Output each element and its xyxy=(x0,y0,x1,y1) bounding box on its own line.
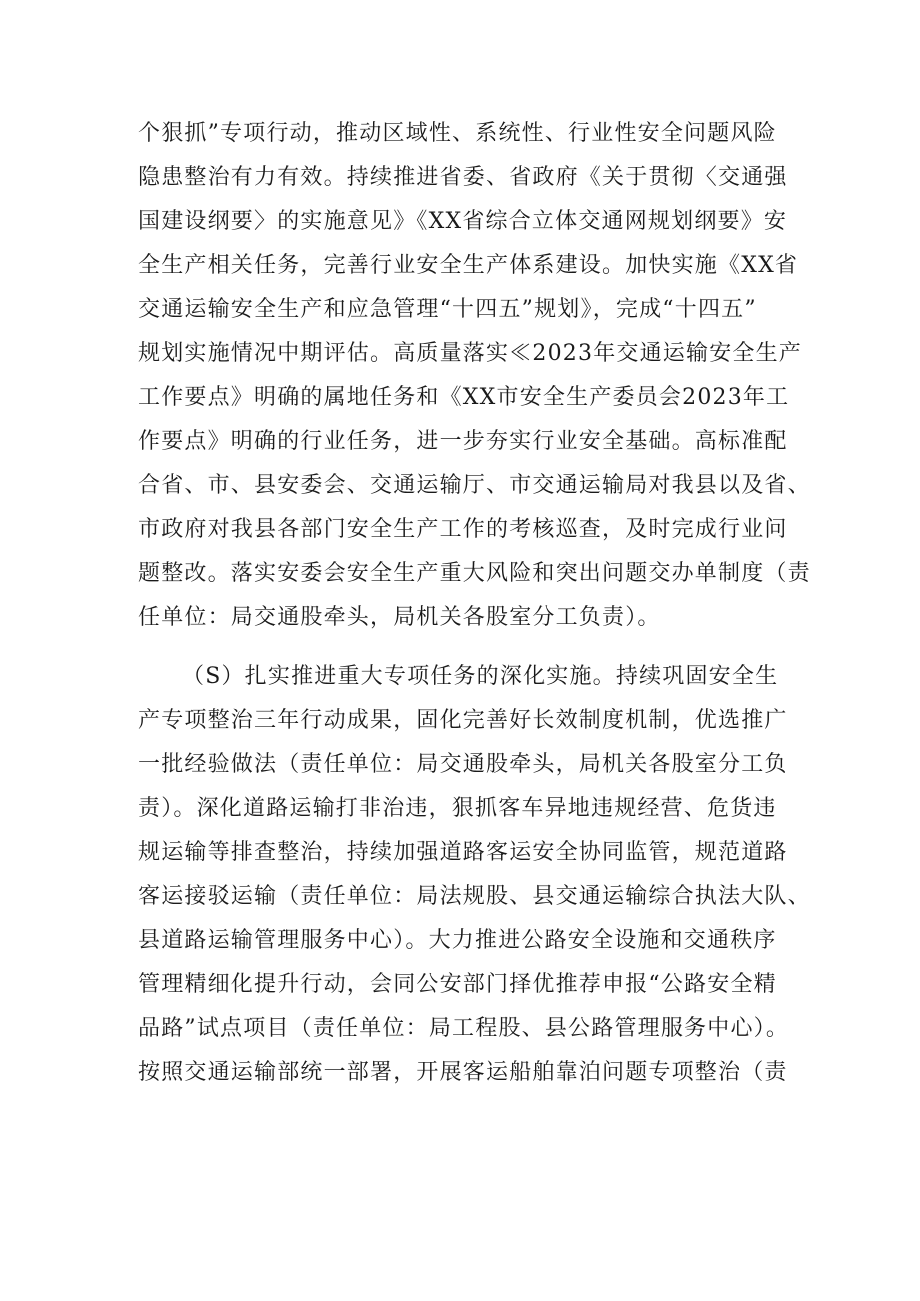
text-line: 题整改。落实安委会安全生产重大风险和突出问题交办单制度（责 xyxy=(138,561,811,586)
text-line: 全生产相关任务，完善行业安全生产体系建设。加快实施《XX省 xyxy=(138,253,799,278)
text-line: 按照交通运输部统一部署，开展客运船舶靠泊问题专项整治（责 xyxy=(138,1060,788,1085)
text-line: 任单位：局交通股牵头，局机关各股室分工负责）。 xyxy=(138,605,661,630)
text-line: 个狠抓”专项行动，推动区域性、系统性、行业性安全问题风险 xyxy=(138,121,777,146)
text-line: 合省、市、县安委会、交通运输厅、市交通运输局对我县以及省、 xyxy=(138,473,811,498)
text-line: 品路”试点项目（责任单位：局工程股、县公路管理服务中心）。 xyxy=(138,1016,790,1041)
text-line: 客运接驳运输（责任单位：局法规股、县交通运输综合执法大队、 xyxy=(138,884,811,909)
text-line: 产专项整治三年行动成果，固化完善好长效制度机制，优选推广 xyxy=(138,708,788,733)
text-line: （S）扎实推进重大专项任务的深化实施。持续巩固安全生 xyxy=(182,664,779,689)
text-line: 交通运输安全生产和应急管理“十四五”规划》，完成“十四五” xyxy=(138,297,757,322)
text-line: 管理精细化提升行动，会同公安部门择优推荐申报“公路安全精 xyxy=(138,972,777,997)
text-line: 市政府对我县各部门安全生产工作的考核巡查，及时完成行业问 xyxy=(138,517,788,542)
text-line: 国建设纲要〉的实施意见》《XX省综合立体交通网规划纲要》安 xyxy=(138,209,788,234)
text-line: 县道路运输管理服务中心）。大力推进公路安全设施和交通秩序 xyxy=(138,928,777,953)
text-line: 规运输等排查整治，持续加强道路客运安全协同监管，规范道路 xyxy=(138,840,788,865)
text-line: 作要点》明确的行业任务，进一步夯实行业安全基础。高标准配 xyxy=(138,429,788,454)
text-line: 责）。深化道路运输打非治违，狠抓客车异地违规经营、危货违 xyxy=(138,796,777,821)
text-line: 一批经验做法（责任单位：局交通股牵头，局机关各股室分工负 xyxy=(138,752,788,777)
text-line: 规划实施情况中期评估。高质量落实≪2023年交通运输安全生产 xyxy=(138,341,802,366)
text-line: 隐患整治有力有效。持续推进省委、省政府《关于贯彻〈交通强 xyxy=(138,165,788,190)
text-line: 工作要点》明确的属地任务和《XX市安全生产委员会2023年工 xyxy=(138,385,790,410)
